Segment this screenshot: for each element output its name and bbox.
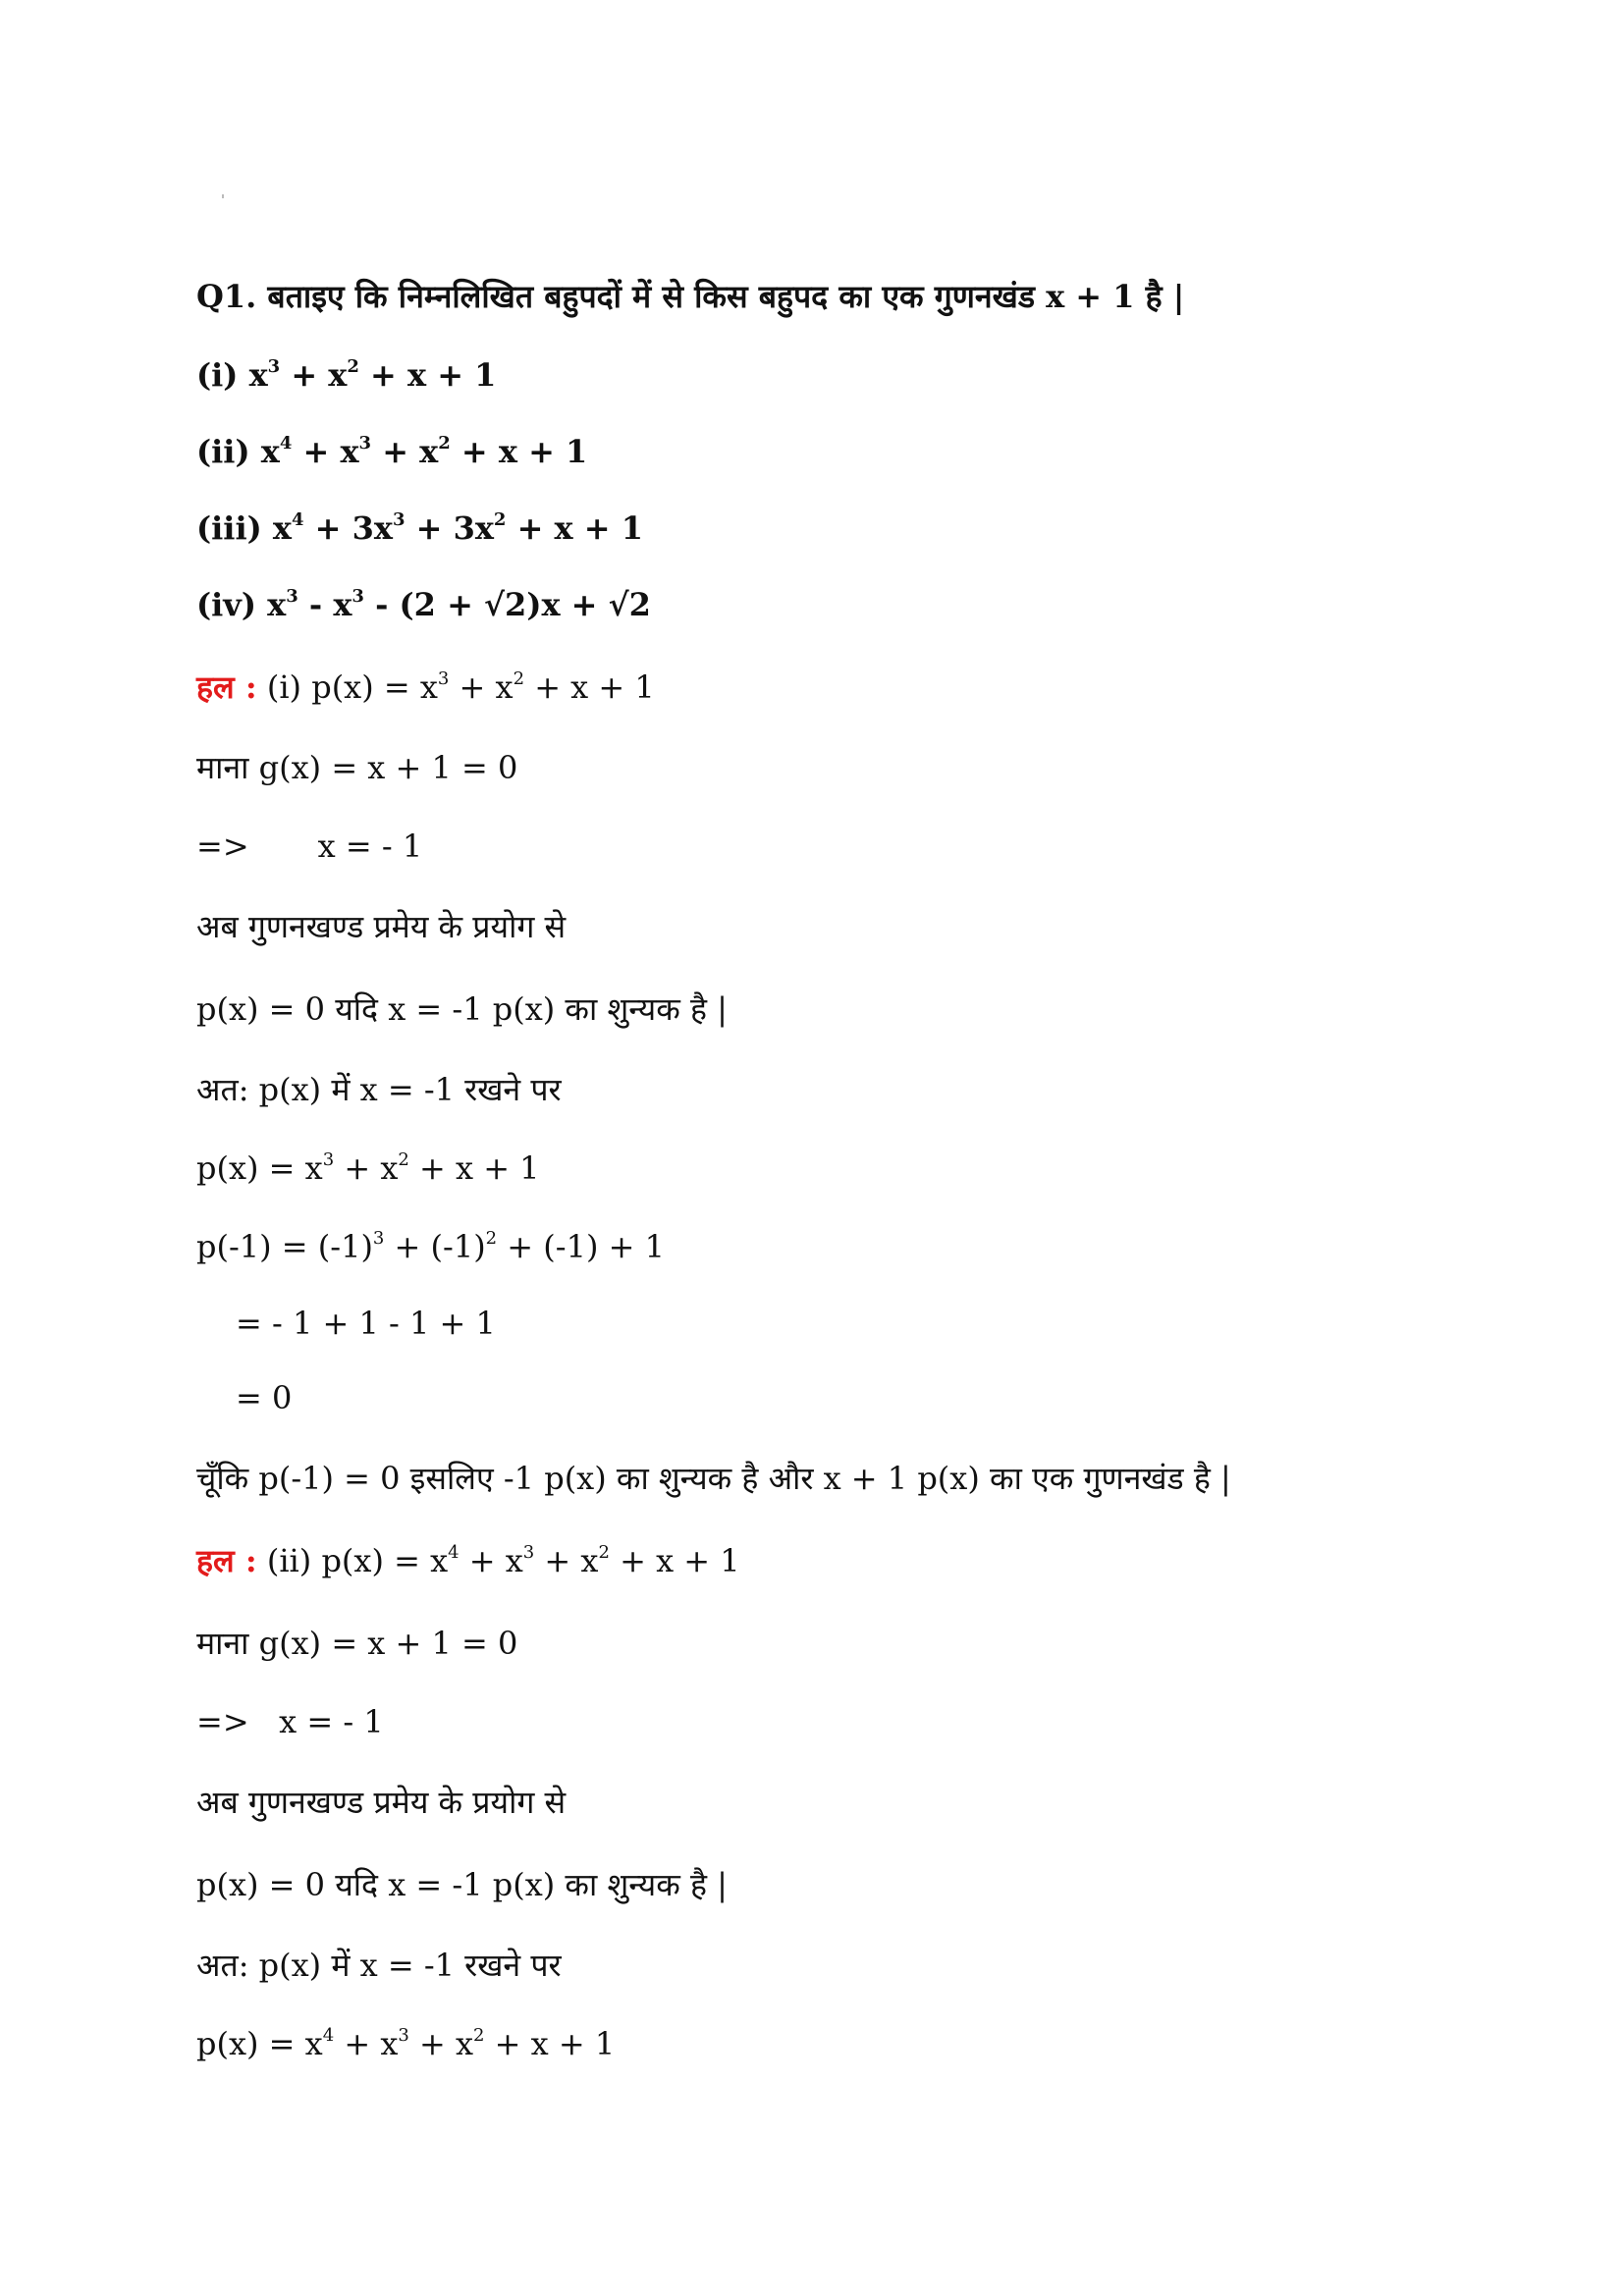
option-iv: (iv) $x^3 - x^3 - (2 + √2)x + √2$ [196,586,651,623]
solution-1-implies: => x = - 1 [196,828,423,865]
solution-heading: हल : [196,668,257,706]
scan-mark [222,194,224,198]
solution-1-theorem: अब गुणनखण्ड प्रमेय के प्रयोग से [196,908,567,945]
solution-1-substitute: अत: p(x) में x = -1 रखने पर [196,1071,562,1108]
option-i: (i) $x^3 + x^2 + x + 1$ [196,356,497,394]
option-iii: (iii) $x^4 + 3x^3 + 3x^2 + x + 1$ [196,509,643,547]
solution-1-let: माना g(x) = x + 1 = 0 [196,749,518,786]
solution-1-step-2: = 0 [236,1379,293,1416]
solution-2-implies: => x = - 1 [196,1703,384,1740]
solution-1-poly: $p(x) = x^3 + x^2 + x + 1$ [196,1149,540,1187]
solution-2-substitute: अत: p(x) में x = -1 रखने पर [196,1947,562,1984]
solution-1-zero: p(x) = 0 यदि x = -1 p(x) का शुन्यक है | [196,990,728,1028]
solution-1-step-1: = - 1 + 1 - 1 + 1 [236,1305,496,1342]
solution-2-let: माना g(x) = x + 1 = 0 [196,1625,518,1662]
question-title: Q1. बताइए कि निम्नलिखित बहुपदों में से किस बहुपद का एक गुणनखंड x + 1 है | [196,278,1185,315]
solution-1-eval: $p(-1) = (-1)^3 + (-1)^2 + (-1) + 1$ [196,1228,665,1265]
solution-2-intro: हल : (ii) $p(x) = x^4 + x^3 + x^2 + x + 1$ [196,1542,740,1579]
solution-2-theorem: अब गुणनखण्ड प्रमेय के प्रयोग से [196,1784,567,1821]
solution-1-intro: हल : (i) $p(x) = x^3 + x^2 + x + 1$ [196,668,655,706]
solution-2-zero: p(x) = 0 यदि x = -1 p(x) का शुन्यक है | [196,1866,728,1903]
solution-2-poly: $p(x) = x^4 + x^3 + x^2 + x + 1$ [196,2025,616,2062]
solution-1-conclusion: चूँकि p(-1) = 0 इसलिए -1 p(x) का शुन्यक है और x + 1 p(x) का एक गुणनखंड है | [196,1460,1231,1497]
option-ii: (ii) $x^4 + x^3 + x^2 + x + 1$ [196,433,588,470]
solution-heading: हल : [196,1542,257,1579]
